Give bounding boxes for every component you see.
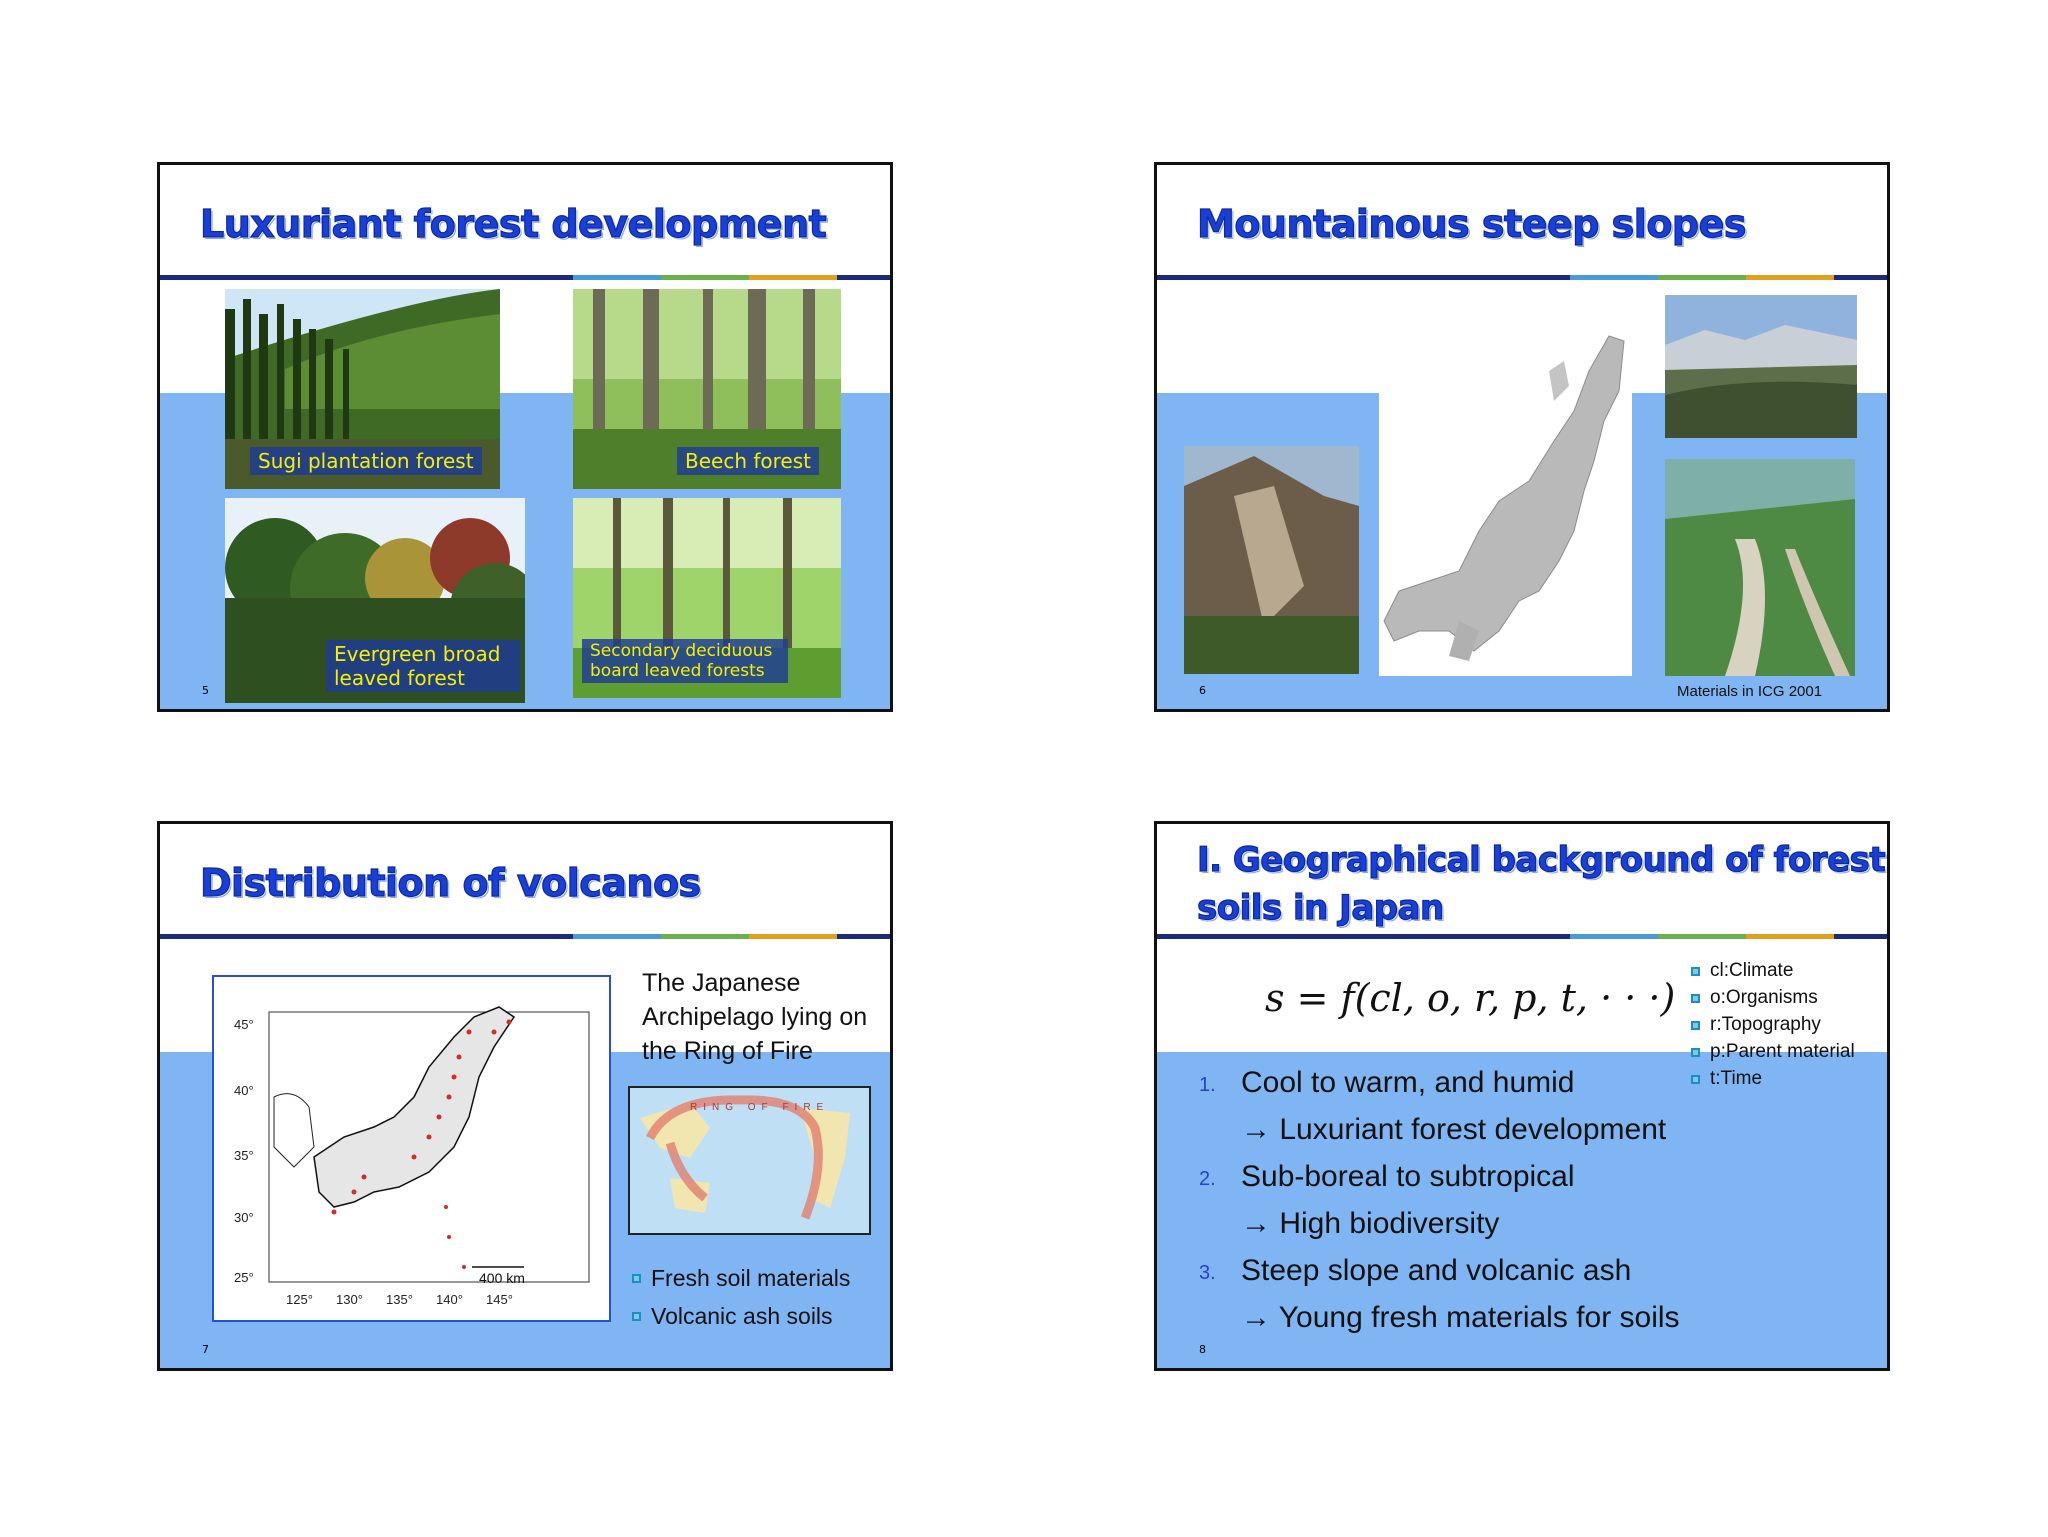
slide-8: [1154, 821, 1890, 1371]
bullet-icon: [632, 1312, 641, 1321]
item-subtext: → Young fresh materials for soils: [1241, 1301, 1680, 1334]
bullet-text: Volcanic ash soils: [651, 1303, 833, 1329]
slide-5: [157, 162, 893, 712]
factor-text: o:Organisms: [1710, 987, 1818, 1008]
bullet-icon: [1691, 1075, 1700, 1084]
item-subtext: → High biodiversity: [1241, 1207, 1500, 1240]
bullet-item: [632, 1303, 833, 1330]
item-number: 1.: [1199, 1074, 1216, 1096]
slide-title: Distribution of volcanos: [200, 861, 701, 905]
slide-7: [157, 821, 893, 1371]
river-valley-photo: [1665, 459, 1855, 676]
bullet-icon: [1691, 967, 1700, 976]
item-number: 2.: [1199, 1168, 1216, 1190]
bullet-icon: [1691, 1048, 1700, 1057]
title-rule: [1157, 275, 1887, 280]
title-rule: [160, 934, 890, 939]
slide-title: [1197, 836, 1885, 932]
slide-heading: The Japanese Archipelago lying on the Ring of Fire: [642, 969, 868, 1065]
formula: s = f(cl, o, r, p, t, · · ·): [1265, 976, 1676, 1020]
lat-label: 25°: [234, 1270, 254, 1285]
ring-of-fire-map: [628, 1086, 871, 1235]
lon-label: 145°: [486, 1292, 513, 1307]
bullet-icon: [632, 1274, 641, 1283]
caption-beech: Beech forest: [677, 447, 819, 475]
page-number: 6: [1199, 684, 1206, 697]
lat-label: 45°: [234, 1017, 254, 1032]
title-line-2: soils in Japan: [1197, 888, 1444, 928]
page-number: 5: [202, 684, 209, 697]
factor-item: [1691, 1014, 1821, 1036]
volcano-map: [212, 975, 611, 1322]
item-subtext: → Luxuriant forest development: [1241, 1113, 1667, 1146]
factor-item: [1691, 960, 1793, 982]
slide-title: Mountainous steep slopes: [1197, 202, 1747, 246]
factor-item: [1691, 987, 1818, 1009]
bullet-icon: [1691, 1021, 1700, 1030]
credit-text: Materials in ICG 2001: [1677, 683, 1823, 700]
item-text: Steep slope and volcanic ash: [1241, 1254, 1632, 1287]
bullet-icon: [1691, 994, 1700, 1003]
ring-label: RING OF FIRE: [690, 1102, 830, 1113]
page-number: 7: [202, 1343, 209, 1356]
caption-evergreen: Evergreen broad leaved forest: [326, 640, 520, 692]
factor-text: t:Time: [1710, 1068, 1763, 1089]
lat-label: 30°: [234, 1210, 254, 1225]
title-line-1: I. Geographical background of forest: [1197, 840, 1886, 880]
factor-text: r:Topography: [1710, 1014, 1821, 1035]
factor-item: [1691, 1068, 1762, 1090]
item-text: Sub-boreal to subtropical: [1241, 1160, 1575, 1193]
lat-label: 40°: [234, 1083, 254, 1098]
item-text: Cool to warm, and humid: [1241, 1066, 1575, 1099]
scale-label: 400 km: [479, 1270, 525, 1286]
landslide-photo: [1184, 446, 1359, 674]
caption-sugi: Sugi plantation forest: [250, 447, 482, 475]
lon-label: 125°: [286, 1292, 313, 1307]
relief-map: [1379, 331, 1632, 676]
lon-label: 130°: [336, 1292, 363, 1307]
caption-secondary: Secondary deciduous board leaved forests: [582, 639, 788, 683]
lon-label: 140°: [436, 1292, 463, 1307]
title-rule: [1157, 934, 1887, 939]
slide-6: [1154, 162, 1890, 712]
bullet-item: [632, 1265, 850, 1292]
bullet-text: Fresh soil materials: [651, 1265, 851, 1291]
page-number: 8: [1199, 1343, 1206, 1356]
mountain-valley-photo: [1665, 295, 1857, 438]
lon-label: 135°: [386, 1292, 413, 1307]
factor-item: [1691, 1041, 1855, 1063]
lat-label: 35°: [234, 1148, 254, 1163]
factor-text: p:Parent material: [1710, 1041, 1855, 1062]
item-number: 3.: [1199, 1262, 1216, 1284]
factor-text: cl:Climate: [1710, 960, 1794, 981]
slide-title: Luxuriant forest development: [200, 202, 827, 246]
title-rule: [160, 275, 890, 280]
